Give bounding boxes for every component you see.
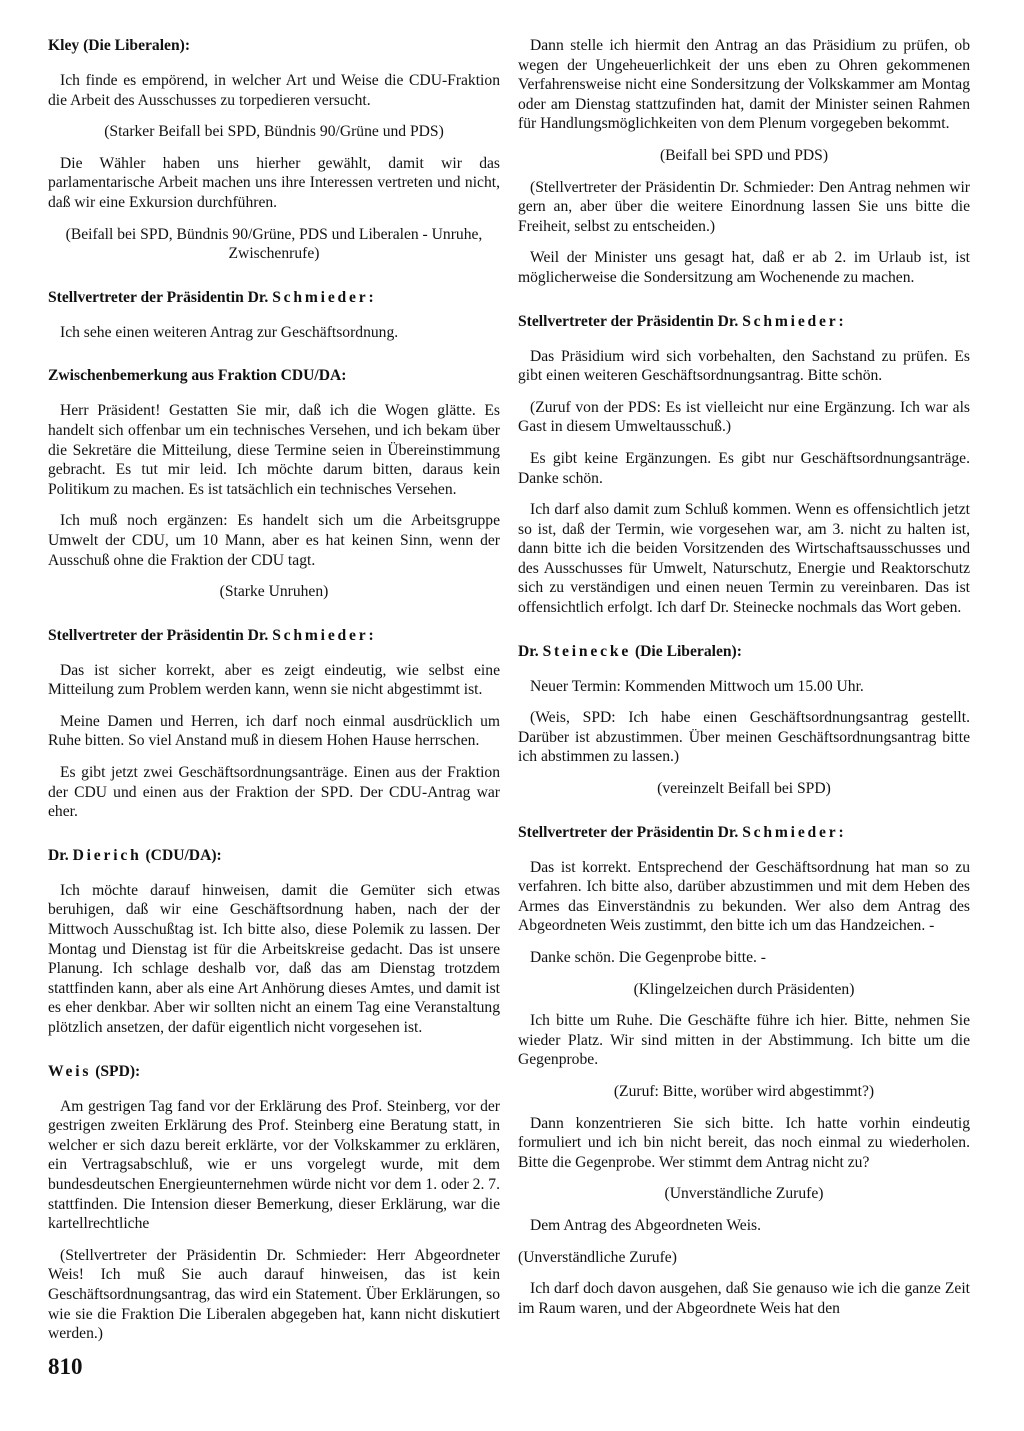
speaker-heading: Stellvertreter der Präsidentin Dr. Schmieder: xyxy=(518,312,844,330)
speaker-heading: Kley (Die Liberalen): xyxy=(48,37,191,54)
right-column xyxy=(518,36,970,1330)
interjection: (Unverständliche Zurufe) xyxy=(664,1185,824,1203)
interjection: (Beifall bei SPD und PDS) xyxy=(659,146,829,164)
interjection: (vereinzelt Beifall bei SPD) xyxy=(657,780,831,798)
interjection: (Weis, SPD: Ich habe einen Geschäftsordnungsantrag gestellt. Darüber ist abzustimmen. Über meinen Geschäftsordnungsantrag bitte ich abstimmen zu lassen.) xyxy=(518,709,970,766)
speaker-heading: Dr. Dierich (CDU/DA): xyxy=(48,846,222,864)
interjection: (Beifall bei SPD, Bündnis 90/Grüne, PDS und Liberalen - Unruhe, Zwischenrufe) xyxy=(65,225,483,263)
speaker-heading: Zwischenbemerkung aus Fraktion CDU/DA: xyxy=(48,367,347,385)
speech-paragraph: Es gibt jetzt zwei Geschäftsordnungsanträge. Einen aus der Fraktion der CDU und einen aus der Fraktion der SPD. Der CDU-Antrag war eher. xyxy=(48,764,500,821)
speech-paragraph: Das ist korrekt. Entsprechend der Geschäftsordnung hat man so zu verfahren. Ich bitte also, darüber abzustimmen und mit dem Heben des Armes das Einverständnis zu bekunden. Wer also dem Antrag des Abgeordneten Weis zustimmt, den bitte ich um das Handzeichen. - xyxy=(518,858,970,935)
speech-paragraph: Ich darf also damit zum Schluß kommen. Wenn es offensichtlich jetzt so ist, daß der Termin, wie vorgesehen war, am 3. nicht zu halten ist, dann bitte ich die beiden Vorsitzenden des Wirtschaftsausschusses und des Ausschusses für Umwelt, Naturschutz, Energie und Reaktorschutz sich zu verständigen und einen neuen Termin zu vereinbaren. Das ist offensichtlich erfolgt. Ich darf Dr. Steinecke nochmals das Wort geben. xyxy=(518,501,970,617)
speech-paragraph: Weil der Minister uns gesagt hat, daß er ab 2. im Urlaub ist, ist möglicherweise die Sondersitzung am Wochenende zu machen. xyxy=(518,249,970,286)
speech-paragraph: Herr Präsident! Gestatten Sie mir, daß ich die Wogen glätte. Es handelt sich offenbar um ein technisches Versehen, und ich bekam über die Sekretäre die Mitteilung, diese Termine seien in Übereinstimmung gebracht. Es tut mir leid. Ich möchte darum bitten, daraus kein Politikum zu machen. Es ist tatsächlich ein technisches Versehen. xyxy=(48,402,500,498)
speech-paragraph: Dann konzentrieren Sie sich bitte. Ich hatte vorhin eindeutig formuliert und ich bin nicht bereit, das noch einmal zu wiederholen. Bitte die Gegenprobe. Wer stimmt dem Antrag nicht zu? xyxy=(518,1114,970,1171)
speech-paragraph: Ich bitte um Ruhe. Die Geschäfte führe ich hier. Bitte, nehmen Sie wieder Platz. Wir sind mitten in der Abstimmung. Ich bitte um die Gegenprobe. xyxy=(518,1012,970,1069)
interjection: (Unverständliche Zurufe) xyxy=(518,1248,677,1266)
speech-paragraph: Meine Damen und Herren, ich darf noch einmal ausdrücklich um Ruhe bitten. So viel Anstand muß in diesem Hohen Hause herrschen. xyxy=(48,712,500,750)
speaker-heading: Weis (SPD): xyxy=(48,1062,141,1080)
interjection: (Zuruf von der PDS: Es ist vielleicht nur eine Ergänzung. Ich war als Gast in diesem Umweltausschuß.) xyxy=(518,398,970,436)
speech-paragraph: Ich finde es empörend, in welcher Art und Weise die CDU-Fraktion die Arbeit des Ausschusses zu torpedieren versucht. xyxy=(48,72,500,109)
speech-paragraph: Danke schön. Die Gegenprobe bitte. - xyxy=(530,949,766,966)
left-column xyxy=(48,36,500,1356)
speech-paragraph: Neuer Termin: Kommenden Mittwoch um 15.00 Uhr. xyxy=(530,677,864,695)
speech-paragraph: Das Präsidium wird sich vorbehalten, den Sachstand zu prüfen. Es gibt einen weiteren Geschäftsordnungsantrag. Bitte schön. xyxy=(518,347,970,385)
speech-paragraph: Es gibt keine Ergänzungen. Es gibt nur Geschäftsordnungsanträge. Danke schön. xyxy=(518,449,970,487)
interjection: (Zuruf: Bitte, worüber wird abgestimmt?) xyxy=(613,1082,875,1100)
interjection: (Starke Unruhen) xyxy=(219,583,329,601)
speech-paragraph: Ich sehe einen weiteren Antrag zur Geschäftsordnung. xyxy=(60,323,399,341)
interjection: (Stellvertreter der Präsidentin Dr. Schmieder: Den Antrag nehmen wir gern an, aber über die weitere Einordnung lassen Sie uns bitte die Freiheit, selbst zu entscheiden.) xyxy=(518,178,970,235)
page-number: 810 xyxy=(48,1354,83,1379)
speech-paragraph: Die Wähler haben uns hierher gewählt, damit wir das parlamentarische Arbeit machen uns ihre Interessen vertreten und nicht, daß wir eine Exkursion durchführen. xyxy=(48,154,500,211)
speech-paragraph: Am gestrigen Tag fand vor der Erklärung des Prof. Steinberg, vor der gestrigen zweiten Erklärung des Prof. Steinberg eine Beratung statt, in welcher er sich dazu bereit erklärte, vor der Volkskammer zu erklären, ein Vertragsabschluß, wie er uns vorgelegt wurde, mit dem bundesdeutschen Energieunternehmen würde nicht vor dem 1. oder 2. 7. stattfinden. Die Intension dieser Bemerkung, dieser Erklärung, war die kartellrechtliche xyxy=(48,1097,500,1233)
speaker-heading: Dr. Steinecke (Die Liberalen): xyxy=(518,642,742,660)
interjection: (Stellvertreter der Präsidentin Dr. Schmieder: Herr Abgeordneter Weis! Ich muß Sie auch darauf hinweisen, das ist kein Geschäftsordnungsantrag, das wird ein Statement. Über Erklärungen, so wie sie die Fraktion Die Liberalen abgegeben hat, kann nicht diskutiert werden.) xyxy=(48,1246,500,1343)
speaker-heading: Stellvertreter der Präsidentin Dr. Schmieder: xyxy=(518,823,844,841)
interjection: (Starker Beifall bei SPD, Bündnis 90/Grüne und PDS) xyxy=(104,123,444,141)
speech-paragraph: Dem Antrag des Abgeordneten Weis. xyxy=(530,1216,762,1234)
speech-paragraph: Ich darf doch davon ausgehen, daß Sie genauso wie ich die ganze Zeit im Raum waren, und der Abgeordnete Weis hat den xyxy=(518,1280,970,1317)
interjection: (Klingelzeichen durch Präsidenten) xyxy=(633,980,855,998)
speech-paragraph: Das ist sicher korrekt, aber es zeigt eindeutig, wie selbst eine Mitteilung zum Problem werden kann, wenn sie nicht abgestimmt ist. xyxy=(48,661,500,699)
speech-paragraph: Ich muß noch ergänzen: Es handelt sich um die Arbeitsgruppe Umwelt der CDU, um 10 Mann, aber es hat keinen Sinn, wenn der Ausschuß ohne die Fraktion der CDU tagt. xyxy=(48,512,500,569)
speaker-heading: Stellvertreter der Präsidentin Dr. Schmieder: xyxy=(48,288,374,306)
speaker-heading: Stellvertreter der Präsidentin Dr. Schmieder: xyxy=(48,626,374,644)
speech-paragraph: Dann stelle ich hiermit den Antrag an das Präsidium zu prüfen, ob wegen der Ungeheuerlichkeit der uns eben zu Ohren gekommenen Verfahrensweise nicht eine Sondersitzung der Volkskammer am Montag oder am Dienstag stattzufinden hat, damit der Minister seinen Rahmen für Handlungsmöglichkeiten von dem Plenum vorgegeben bekommt. xyxy=(518,37,970,133)
speech-paragraph: Ich möchte darauf hinweisen, damit die Gemüter sich etwas beruhigen, daß wir eine Geschäftsordnung haben, nach der der Mittwoch Ausschußtag ist. Ich bitte also, diese Polemik zu lassen. Der Montag und Dienstag ist für die Arbeitskreise gedacht. Das ist unsere Planung. Ich schlage deshalb vor, daß das am Dienstag trotzdem stattfinden kann, aber als eine Art Anhörung dieses Amtes, und damit ist es eher denkbar. Aber wir sollten nicht an einem Tag eine Veranstaltung plötzlich ansetzen, der dafür eigentlich nicht vorgesehen ist. xyxy=(48,881,500,1036)
